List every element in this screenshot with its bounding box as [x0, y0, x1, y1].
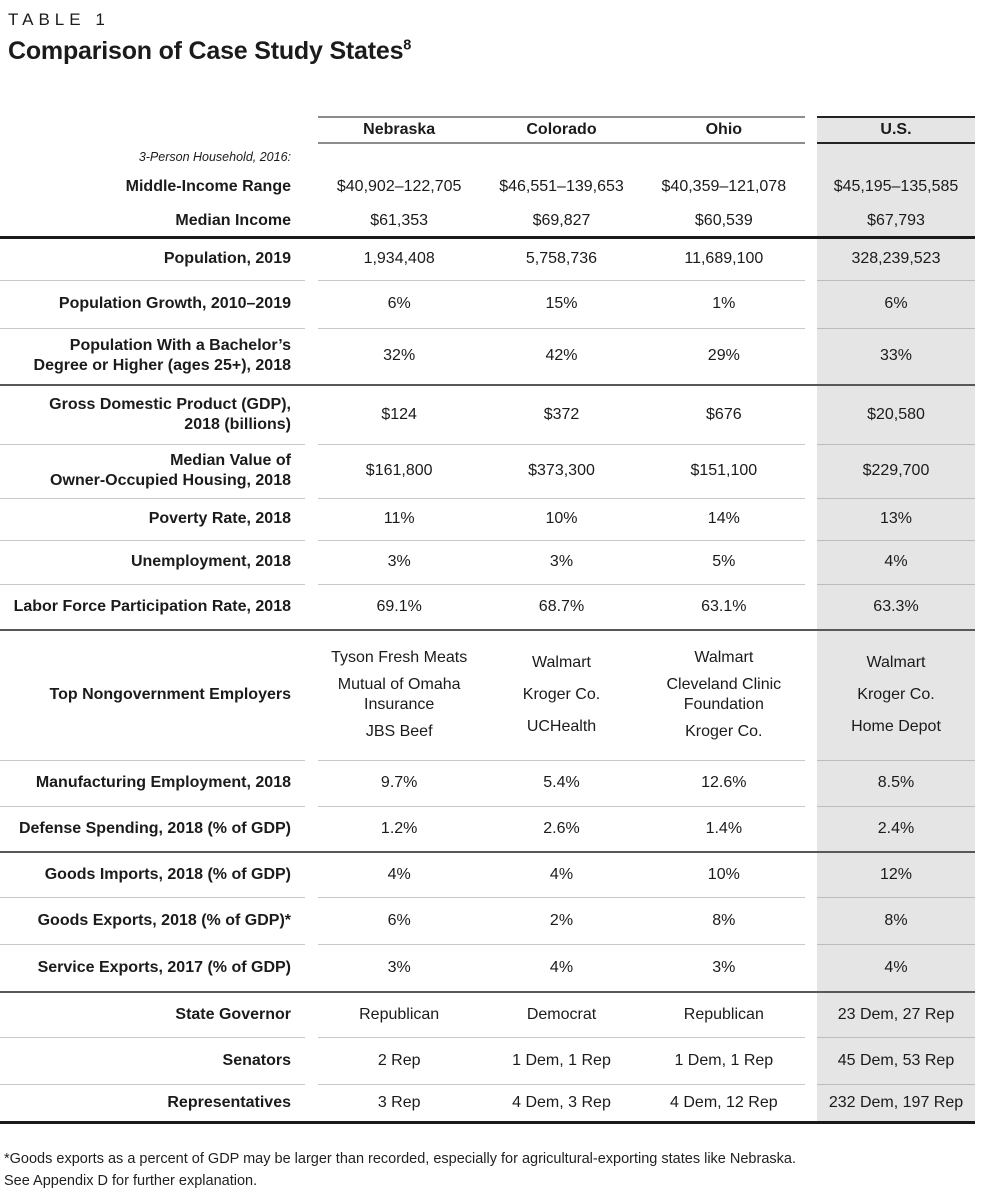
cell-nebraska: $161,800	[318, 444, 480, 498]
row-label: Goods Exports, 2018 (% of GDP)*	[0, 897, 305, 944]
gap	[305, 116, 318, 144]
cell-nebraska: $124	[381, 405, 417, 423]
table-row-top-employers	[0, 629, 975, 760]
gap	[305, 206, 318, 236]
cell-us: 8%	[817, 897, 975, 944]
gap	[305, 806, 318, 851]
row-label: Middle-Income Range	[125, 177, 291, 195]
gap	[305, 328, 318, 384]
employer-item: Mutual of Omaha Insurance	[337, 676, 461, 714]
cell-colorado: 15%	[480, 280, 642, 328]
footnote-line-1: *Goods exports as a percent of GDP may be larger than recorded, especially for agricultural-exporting states like Nebraska.	[4, 1150, 796, 1167]
cell-colorado: 3%	[480, 540, 642, 584]
table-row-labor-force-participation	[0, 584, 975, 629]
cell-us: $229,700	[817, 444, 975, 498]
table-row-unemployment	[0, 540, 975, 584]
gap	[305, 897, 318, 944]
row-label: Population, 2019	[163, 250, 291, 268]
gap	[305, 993, 318, 1037]
row-label: State Governor	[175, 1005, 291, 1023]
income-note: 3-Person Household, 2016:	[138, 150, 291, 164]
employer-item: Kroger Co.	[857, 686, 935, 704]
column-header-colorado: Colorado	[480, 116, 642, 144]
cell-us: 8.5%	[817, 760, 975, 806]
comparison-table	[0, 116, 975, 1124]
gap	[805, 584, 817, 629]
gap	[805, 1037, 817, 1084]
gap	[805, 853, 817, 897]
employer-item: Walmart	[532, 653, 591, 671]
table-row-median-home-value	[0, 444, 975, 498]
gap	[805, 806, 817, 851]
table-row-population	[0, 236, 975, 280]
cell-us: 328,239,523	[817, 239, 975, 280]
gap	[805, 206, 817, 236]
gap	[305, 144, 318, 168]
gap	[305, 1037, 318, 1084]
cell-colorado: 4%	[480, 944, 642, 991]
cell-ohio: 8%	[643, 897, 805, 944]
employer-item: Home Depot	[851, 718, 941, 736]
gap	[305, 631, 318, 760]
cell-nebraska: 3 Rep	[318, 1084, 480, 1121]
gap	[305, 386, 318, 444]
cell-colorado: Democrat	[526, 1005, 597, 1023]
gap	[305, 760, 318, 806]
cell-colorado: 68.7%	[480, 584, 642, 629]
employer-item: Walmart	[866, 653, 926, 671]
cell-nebraska: 69.1%	[318, 584, 480, 629]
income-note-row	[0, 144, 975, 168]
cell-ohio: 4 Dem, 12 Rep	[643, 1084, 805, 1121]
cell-us: 6%	[817, 280, 975, 328]
cell-colorado: 10%	[480, 498, 642, 540]
gap	[805, 498, 817, 540]
employer-item: Kroger Co.	[522, 686, 601, 704]
cell-ohio: 12.6%	[643, 760, 805, 806]
row-label: Poverty Rate, 2018	[0, 498, 305, 540]
table-row-population-growth	[0, 280, 975, 328]
cell-us: $45,195–135,585	[817, 168, 975, 206]
gap	[805, 444, 817, 498]
cell-colorado: 4%	[549, 865, 574, 883]
table-row-bachelors-degree	[0, 328, 975, 384]
gap	[805, 328, 817, 384]
cell-us: $20,580	[817, 386, 975, 444]
title-block	[0, 10, 1000, 66]
cell-nebraska: 9.7%	[318, 760, 480, 806]
gap	[805, 116, 817, 144]
row-label: Median Income	[175, 211, 291, 229]
cell-colorado: $373,300	[480, 444, 642, 498]
title-footnote-superscript: 8	[403, 37, 412, 54]
column-header-nebraska: Nebraska	[318, 116, 480, 144]
cell-nebraska: $61,353	[370, 211, 429, 229]
cell-ohio: 1.4%	[643, 806, 805, 851]
table-row-defense-spending	[0, 806, 975, 851]
cell-us: 23 Dem, 27 Rep	[817, 993, 975, 1037]
table-row-median-income	[0, 206, 975, 236]
gap	[805, 168, 817, 206]
row-label: Unemployment, 2018	[0, 540, 305, 584]
row-label: Labor Force Participation Rate, 2018	[0, 584, 305, 629]
cell-nebraska	[318, 631, 480, 760]
gap	[805, 239, 817, 280]
cell-colorado: 1 Dem, 1 Rep	[480, 1037, 642, 1084]
cell-nebraska: $40,902–122,705	[336, 177, 462, 195]
row-label: Top Nongovernment Employers	[49, 686, 291, 704]
table-row-goods-exports	[0, 897, 975, 944]
cell-nebraska: 1,934,408	[363, 250, 435, 268]
cell-colorado: 2.6%	[480, 806, 642, 851]
row-label: Gross Domestic Product (GDP), 2018 (billions)	[49, 395, 291, 433]
cell-nebraska: 11%	[318, 498, 480, 540]
gap	[305, 944, 318, 991]
cell-ohio: 63.1%	[643, 584, 805, 629]
cell-nebraska: 3%	[318, 944, 480, 991]
gap	[805, 631, 817, 760]
cell-colorado: 5,758,736	[525, 250, 598, 268]
cell-nebraska: 1.2%	[318, 806, 480, 851]
row-label: Senators	[0, 1037, 305, 1084]
cell-ohio: 1 Dem, 1 Rep	[643, 1037, 805, 1084]
gap	[805, 540, 817, 584]
cell-ohio: 5%	[643, 540, 805, 584]
row-label: Goods Imports, 2018 (% of GDP)	[44, 865, 291, 883]
employer-item: JBS Beef	[365, 723, 433, 741]
gap	[305, 584, 318, 629]
cell-us: 12%	[817, 853, 975, 897]
gap	[305, 853, 318, 897]
cell-ohio: 3%	[643, 944, 805, 991]
cell-ohio: $676	[706, 405, 742, 423]
cell-us	[817, 631, 975, 760]
row-label: Service Exports, 2017 (% of GDP)	[0, 944, 305, 991]
table-row-middle-income-range	[0, 168, 975, 206]
employer-item: Tyson Fresh Meats	[331, 648, 468, 666]
cell-colorado: $46,551–139,653	[499, 177, 624, 195]
table-row-state-governor	[0, 991, 975, 1037]
column-header-us: U.S.	[817, 116, 975, 144]
employer-item: Walmart	[694, 648, 754, 666]
gap	[305, 444, 318, 498]
row-label: Population With a Bachelor’s Degree or Higher (ages 25+), 2018	[0, 328, 305, 384]
gap	[805, 897, 817, 944]
gap	[805, 386, 817, 444]
gap	[305, 239, 318, 280]
cell-colorado: 42%	[480, 328, 642, 384]
cell-ohio: $40,359–121,078	[661, 177, 787, 195]
employer-item: Kroger Co.	[685, 723, 763, 741]
table-row-service-exports	[0, 944, 975, 991]
cell-colorado: 5.4%	[480, 760, 642, 806]
cell-colorado: $69,827	[532, 211, 591, 229]
gap	[805, 1084, 817, 1121]
cell-us: 33%	[817, 328, 975, 384]
page-title-text: Comparison of Case Study States	[8, 37, 404, 65]
header-spacer	[0, 116, 305, 144]
employer-item: Cleveland Clinic Foundation	[666, 676, 782, 714]
gap	[305, 168, 318, 206]
cell-colorado: $372	[543, 405, 580, 423]
gap	[305, 280, 318, 328]
cell-us: 45 Dem, 53 Rep	[817, 1037, 975, 1084]
page-title	[8, 37, 1000, 66]
cell-colorado: 2%	[480, 897, 642, 944]
cell-ohio: 14%	[643, 498, 805, 540]
table-row-goods-imports	[0, 851, 975, 897]
gap	[805, 144, 817, 168]
cell-nebraska: 4%	[387, 865, 411, 883]
cell-ohio: Republican	[683, 1005, 764, 1023]
row-label: Median Value of Owner-Occupied Housing, 2018	[0, 444, 305, 498]
table-row-poverty-rate	[0, 498, 975, 540]
table-row-manufacturing-employment	[0, 760, 975, 806]
cell-colorado: 4 Dem, 3 Rep	[480, 1084, 642, 1121]
cell-ohio: 29%	[643, 328, 805, 384]
cell-us: $67,793	[817, 206, 975, 236]
row-label: Defense Spending, 2018 (% of GDP)	[0, 806, 305, 851]
cell-us: 2.4%	[817, 806, 975, 851]
cell-nebraska: 3%	[318, 540, 480, 584]
cell-nebraska: Republican	[359, 1005, 440, 1023]
footnote-line-2: See Appendix D for further explanation.	[4, 1173, 258, 1190]
table-number: TABLE 1	[8, 10, 110, 29]
cell-ohio	[643, 631, 805, 760]
cell-us: 4%	[817, 944, 975, 991]
table-row-senators	[0, 1037, 975, 1084]
cell-us: 4%	[817, 540, 975, 584]
employer-item: UCHealth	[526, 718, 597, 736]
cell-ohio: 11,689,100	[684, 250, 764, 268]
column-header-row	[0, 116, 975, 144]
cell-us: 232 Dem, 197 Rep	[817, 1084, 975, 1121]
row-label: Manufacturing Employment, 2018	[0, 760, 305, 806]
cell-nebraska: 6%	[318, 280, 480, 328]
column-header-ohio: Ohio	[643, 116, 805, 144]
cell-ohio: 1%	[643, 280, 805, 328]
gap	[305, 540, 318, 584]
table-row-representatives	[0, 1084, 975, 1124]
gap	[805, 993, 817, 1037]
gap	[805, 760, 817, 806]
cell-us: 13%	[817, 498, 975, 540]
footnote	[4, 1148, 980, 1193]
table-row-gdp	[0, 384, 975, 444]
cell-nebraska: 2 Rep	[318, 1037, 480, 1084]
gap	[305, 498, 318, 540]
cell-ohio: $60,539	[694, 211, 753, 229]
cell-nebraska: 6%	[318, 897, 480, 944]
gap	[805, 944, 817, 991]
cell-us: 63.3%	[817, 584, 975, 629]
gap	[305, 1084, 318, 1121]
row-label: Population Growth, 2010–2019	[0, 280, 305, 328]
cell-ohio: $151,100	[643, 444, 805, 498]
gap	[805, 280, 817, 328]
cell-ohio: 10%	[707, 865, 740, 883]
row-label: Representatives	[0, 1084, 305, 1121]
cell-colorado	[480, 631, 642, 760]
cell-nebraska: 32%	[318, 328, 480, 384]
